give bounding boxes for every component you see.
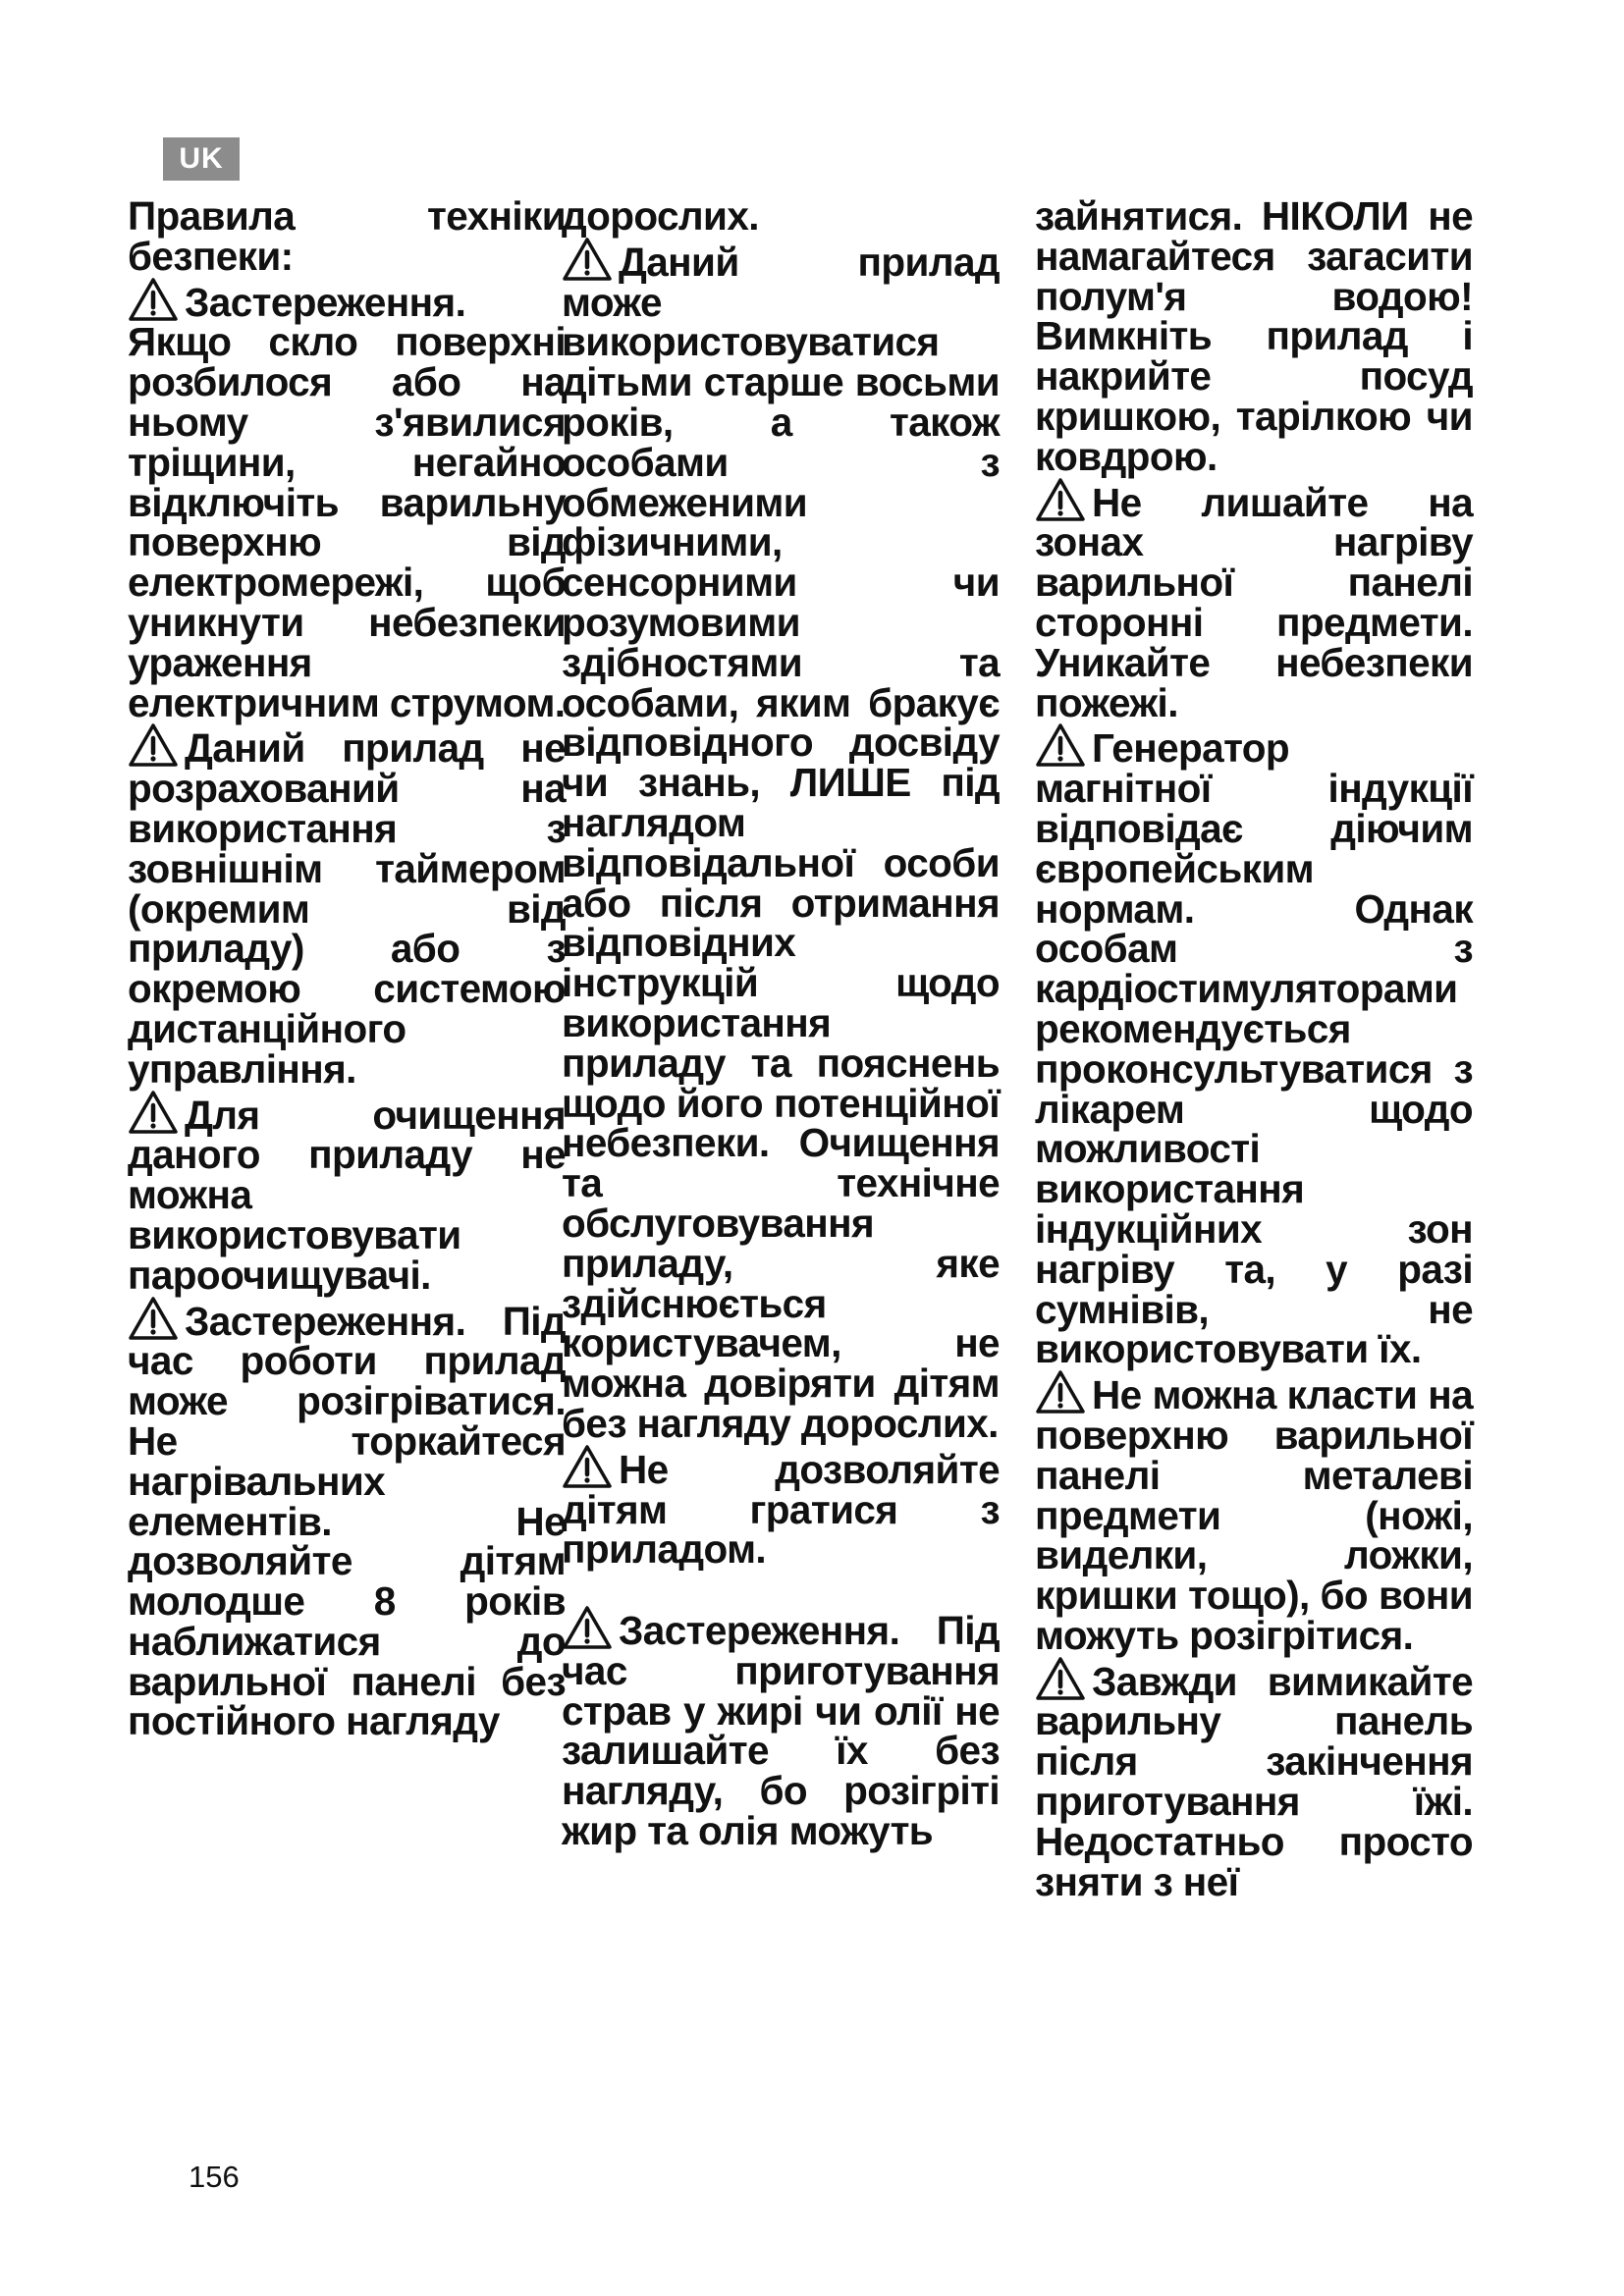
warning-paragraph	[128, 722, 566, 1092]
text-paragraph	[128, 193, 566, 279]
warning-triangle-icon	[562, 237, 613, 282]
paragraph-text: Завжди вимикайте варильну панель після закінчення приготування їжі. Недостатньо просто зняти з неї	[1035, 1658, 1473, 1904]
paragraph-text: Даний прилад може використовуватися дітьми старше восьми років, а також особами з обмеженими фізичними, сенсорними чи розумовими здібностями та особами, яким бракує відповідного досвіду чи знань, ЛИШЕ під наглядом відповідальної особи або після отримання відповідних інструкцій щодо використання приладу та пояснень щодо його потенційної небезпеки. Очищення та технічне обслуговування приладу, яке здійснюється користувачем, не можна довіряти дітям без нагляду дорослих.	[562, 239, 1000, 1446]
paragraph-text: дорослих.	[562, 193, 759, 239]
text-paragraph	[562, 193, 1000, 239]
paragraph-text: Не можна класти на поверхню варильної панелі металеві предмети (ножі, виделки, ложки, кришки тощо), бо вони можуть розігрітися.	[1035, 1372, 1473, 1658]
paragraph-text: Застереження. Якщо скло поверхні розбилося або на ньому з'явилися тріщини, негайно відключіть варильну поверхню від електромережі, щоб уникнути небезпеки ураження електричним струмом.	[128, 279, 566, 725]
warning-paragraph	[562, 1605, 1000, 1854]
page-number: 156	[189, 2160, 240, 2194]
warning-triangle-icon	[128, 1090, 179, 1135]
paragraph-text: Для очищення даного приладу не можна використовувати пароочищувачі.	[128, 1092, 566, 1298]
paragraph-gap	[562, 1570, 1000, 1605]
warning-paragraph	[128, 1296, 566, 1742]
paragraph-text: Правила техніки безпеки:	[128, 193, 566, 279]
warning-triangle-icon	[128, 722, 179, 768]
warning-triangle-icon	[1035, 477, 1086, 522]
warning-paragraph	[1035, 1369, 1473, 1656]
paragraph-text: Не дозволяйте дітям гратися з приладом.	[562, 1446, 1000, 1573]
warning-paragraph	[128, 1090, 566, 1296]
warning-triangle-icon	[1035, 1656, 1086, 1701]
warning-paragraph	[1035, 1656, 1473, 1902]
text-column-3	[1035, 193, 1473, 1904]
paragraph-text: зайнятися. НІКОЛИ не намагайтеся загасити полум'я водою! Вимкніть прилад і накрийте посуд кришкою, тарілкою чи ковдрою.	[1035, 193, 1473, 479]
paragraph-text: Застереження. Під час приготування страв у жирі чи олії не залишайте їх без нагляду, бо розігріті жир та олія можуть	[562, 1608, 1000, 1854]
paragraph-text: Генератор магнітної індукції відповідає діючим європейським нормам. Однак особам з кардіостимуляторами рекомендується проконсультуватися з лікарем щодо можливості використання індукційних зон нагріву та, у разі сумнівів, не використовувати їх.	[1035, 725, 1473, 1372]
paragraph-text: Даний прилад не розрахований на використання з зовнішнім таймером (окремим від приладу) або з окремою системою дистанційного управління.	[128, 725, 566, 1092]
warning-triangle-icon	[128, 277, 179, 322]
text-column-1	[128, 193, 566, 1744]
text-paragraph	[1035, 193, 1473, 479]
paragraph-text: Застереження. Під час роботи прилад може розігріватися. Не торкайтеся нагрівальних елементів. Не дозволяйте дітям молодше 8 років наближатися до варильної панелі без постійного нагляду	[128, 1298, 566, 1744]
warning-triangle-icon	[1035, 722, 1086, 768]
warning-paragraph	[562, 237, 1000, 1444]
warning-paragraph	[562, 1444, 1000, 1573]
warning-paragraph	[1035, 477, 1473, 723]
warning-paragraph	[128, 277, 566, 723]
warning-paragraph	[1035, 722, 1473, 1372]
warning-triangle-icon	[562, 1444, 613, 1489]
warning-triangle-icon	[1035, 1369, 1086, 1415]
warning-triangle-icon	[562, 1605, 613, 1650]
text-column-2	[562, 193, 1000, 1854]
paragraph-text: Не лишайте на зонах нагріву варильної панелі сторонні предмети. Уникайте небезпеки пожежі.	[1035, 479, 1473, 725]
language-badge: UK	[163, 137, 240, 181]
warning-triangle-icon	[128, 1296, 179, 1341]
